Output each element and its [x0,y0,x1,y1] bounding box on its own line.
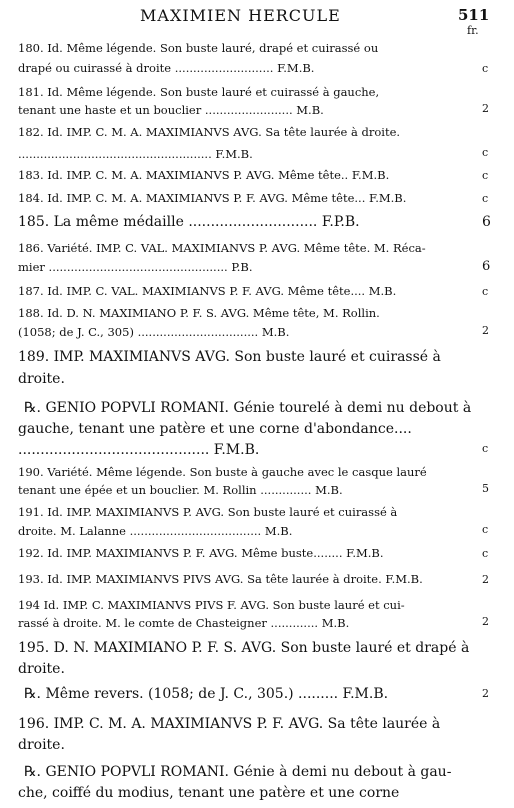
rarity-grade: 5 [482,482,489,495]
entry-line: 189. IMP. MAXIMIANVS AVG. Son buste lauré et cuirassé à [18,349,441,365]
entry-line: (1058; de J. C., 305) ................................. M.B. [18,325,290,339]
rarity-grade: c [482,192,489,205]
entry-line: 180. Id. Même légende. Son buste lauré, drapé et cuirassé ou [18,41,379,55]
rarity-grade: 2 [482,615,489,628]
entry-line: 191. Id. IMP. MAXIMIANVS P. AVG. Son buste lauré et cuirassé à [18,505,398,519]
entry-line: droite. M. Lalanne .................................... M.B. [18,524,293,538]
entry-line: 194 Id. IMP. C. MAXIMIANVS PIVS F. AVG. Son buste lauré et cui- [18,598,405,612]
entry-line: 186. Variété. IMP. C. VAL. MAXIMIANVS P. AVG. Même tête. M. Réca- [18,241,426,255]
entry-line: 196. IMP. C. M. A. MAXIMIANVS P. F. AVG. Sa tête laurée à [18,716,441,732]
entry-line: drapé ou cuirassé à droite ........................... F.M.B. [18,61,315,75]
entry-line: ..................................................... F.M.B. [18,147,253,161]
rarity-grade: c [482,146,489,159]
page-number: 511 [458,6,490,24]
rarity-grade: 2 [482,102,489,115]
page-title: MAXIMIEN HERCULE [140,6,341,25]
entry-line: 195. D. N. MAXIMIANO P. F. S. AVG. Son buste lauré et drapé à [18,640,470,656]
entry-line: 182. Id. IMP. C. M. A. MAXIMIANVS AVG. Sa tête laurée à droite. [18,125,401,139]
entry-line: rassé à droite. M. le comte de Chasteigner ............. M.B. [18,616,350,630]
entry-line: 188. Id. D. N. MAXIMIANO P. F. S. AVG. Même tête, M. Rollin. [18,306,380,320]
rarity-grade: c [482,547,489,560]
entry-line: 193. Id. IMP. MAXIMIANVS PIVS AVG. Sa tête laurée à droite. F.M.B. [18,572,423,586]
rarity-grade: c [482,285,489,298]
rarity-grade: 2 [482,324,489,337]
entry-line: ℞. Même revers. (1058; de J. C., 305.) ......... F.M.B. [24,686,389,702]
entry-line: 181. Id. Même légende. Son buste lauré et cuirassé à gauche, [18,85,380,99]
entry-line: droite. [18,371,65,387]
entry-line: 185. La même médaille ............................. F.P.B. [18,214,360,230]
entry-line: 183. Id. IMP. C. M. A. MAXIMIANVS P. AVG. Même tête.. F.M.B. [18,168,390,182]
rarity-grade: 6 [482,259,491,274]
rarity-grade: 2 [482,573,489,586]
entry-line: droite. [18,737,65,753]
rarity-grade: c [482,169,489,182]
entry-line: mier ................................................. P.B. [18,260,253,274]
unit-label: fr. [467,24,479,37]
rarity-grade: c [482,523,489,536]
entry-line: tenant une épée et un bouclier. M. Rollin .............. M.B. [18,483,343,497]
entry-line: 187. Id. IMP. C. VAL. MAXIMIANVS P. F. AVG. Même tête.... M.B. [18,284,397,298]
rarity-grade: c [482,62,489,75]
entry-line: 192. Id. IMP. MAXIMIANVS P. F. AVG. Même buste........ F.M.B. [18,546,384,560]
entry-line: 184. Id. IMP. C. M. A. MAXIMIANVS P. F. AVG. Même tête... F.M.B. [18,191,407,205]
entry-line: che, coiffé du modius, tenant une patère et une corne [18,785,400,801]
entry-line: gauche, tenant une patère et une corne d'abondance.... [18,421,412,437]
rarity-grade: 6 [482,214,491,230]
rarity-grade: c [482,442,489,455]
entry-line: tenant une haste et un bouclier ........................ M.B. [18,103,324,117]
entry-line: ℞. GENIO POPVLI ROMANI. Génie tourelé à demi nu debout à [24,400,472,416]
entry-line: droite. [18,661,65,677]
rarity-grade: 2 [482,687,489,700]
entry-line: 190. Variété. Même légende. Son buste à gauche avec le casque lauré [18,465,427,479]
entry-line: ℞. GENIO POPVLI ROMANI. Génie à demi nu debout à gau- [24,764,452,780]
entry-line: ........................................... F.M.B. [18,442,260,458]
page-header [0,0,514,37]
